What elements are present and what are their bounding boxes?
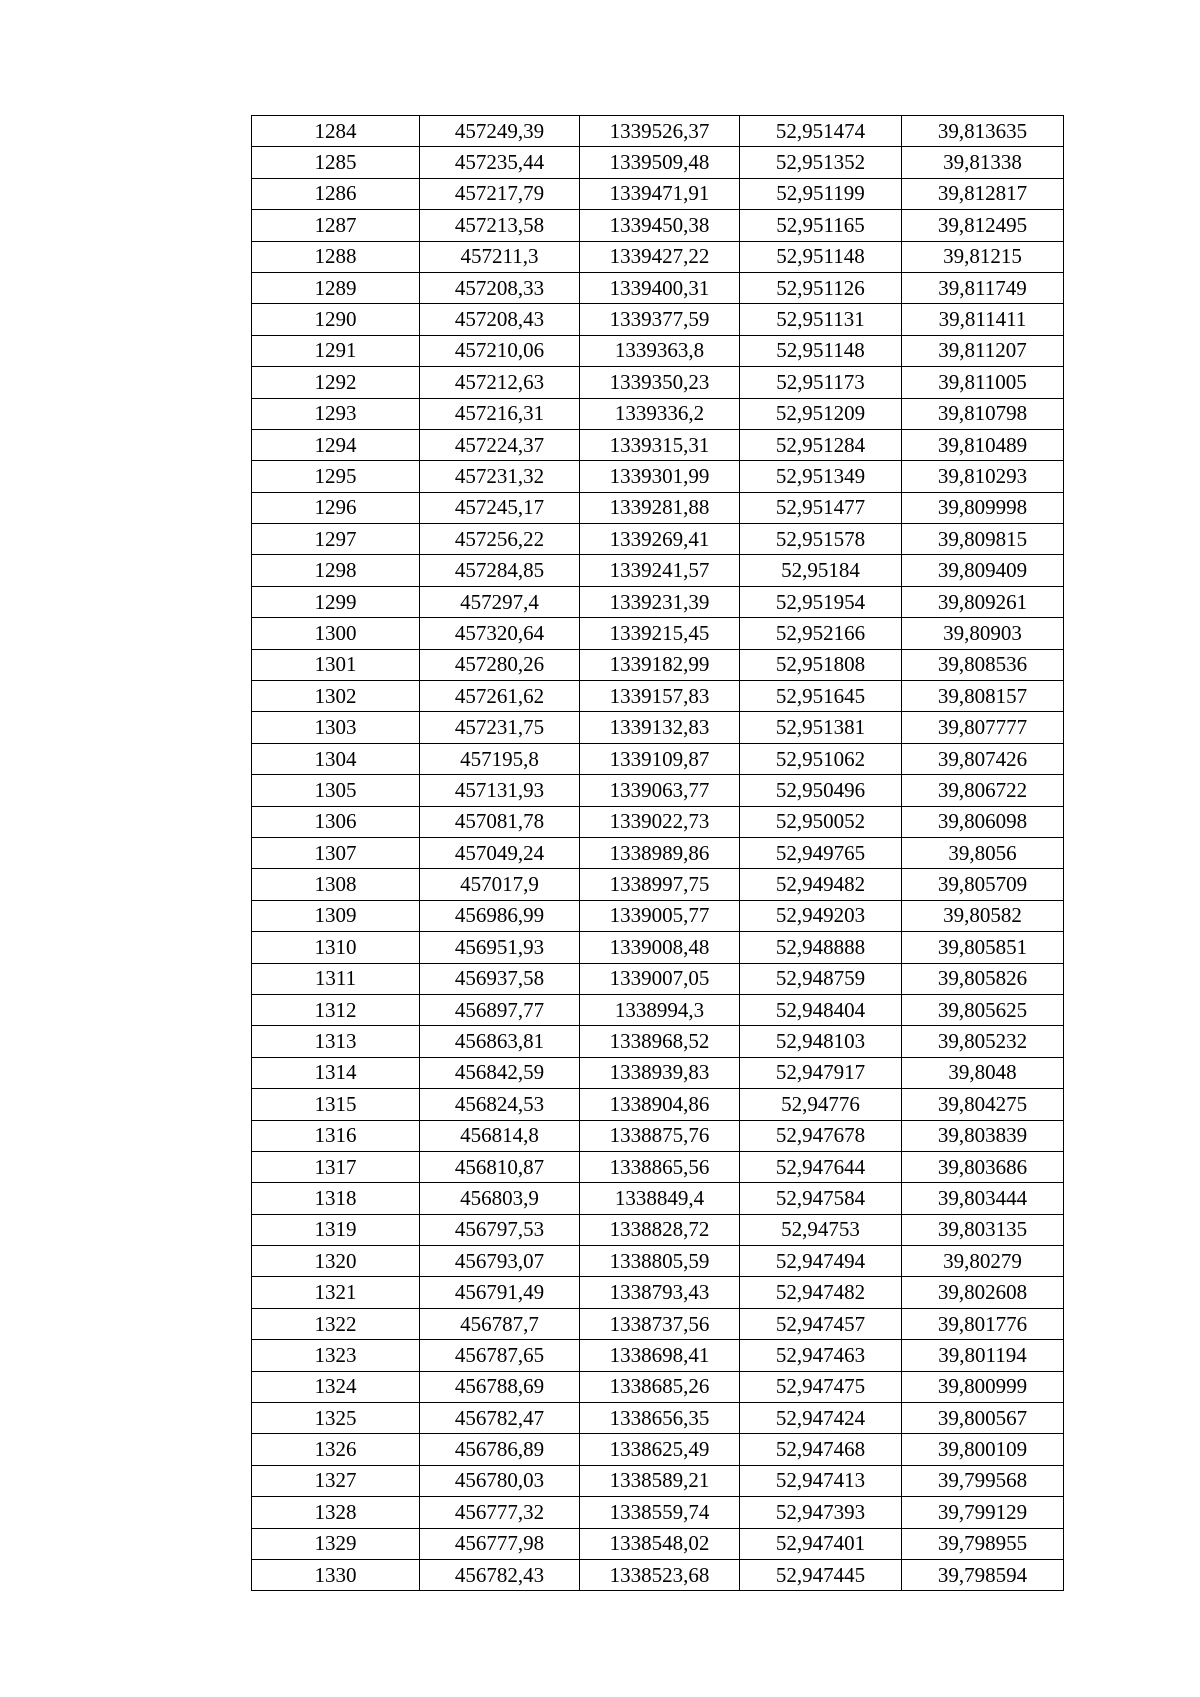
point-number-cell: 1297 — [252, 524, 420, 555]
y-coordinate-cell: 1338875,76 — [580, 1120, 740, 1151]
longitude-cell: 39,807426 — [902, 743, 1064, 774]
x-coordinate-cell: 456782,43 — [420, 1559, 580, 1590]
point-number-cell: 1298 — [252, 555, 420, 586]
x-coordinate-cell: 456787,65 — [420, 1340, 580, 1371]
table-row — [252, 775, 1064, 806]
latitude-cell: 52,951199 — [740, 178, 902, 209]
point-number-cell: 1299 — [252, 586, 420, 617]
longitude-cell: 39,805826 — [902, 963, 1064, 994]
longitude-cell: 39,800567 — [902, 1403, 1064, 1434]
y-coordinate-cell: 1339281,88 — [580, 492, 740, 523]
y-coordinate-cell: 1339008,48 — [580, 932, 740, 963]
table-row — [252, 1089, 1064, 1120]
longitude-cell: 39,808536 — [902, 649, 1064, 680]
point-number-cell: 1314 — [252, 1057, 420, 1088]
x-coordinate-cell: 456793,07 — [420, 1246, 580, 1277]
latitude-cell: 52,947401 — [740, 1528, 902, 1559]
point-number-cell: 1285 — [252, 147, 420, 178]
x-coordinate-cell: 457212,63 — [420, 367, 580, 398]
table-row — [252, 241, 1064, 272]
table-row — [252, 837, 1064, 868]
latitude-cell: 52,951954 — [740, 586, 902, 617]
x-coordinate-cell: 457261,62 — [420, 681, 580, 712]
latitude-cell: 52,947457 — [740, 1308, 902, 1339]
y-coordinate-cell: 1339315,31 — [580, 429, 740, 460]
x-coordinate-cell: 457280,26 — [420, 649, 580, 680]
coordinates-table — [251, 115, 1064, 1591]
table-row — [252, 524, 1064, 555]
x-coordinate-cell: 456863,81 — [420, 1026, 580, 1057]
table-row — [252, 147, 1064, 178]
point-number-cell: 1308 — [252, 869, 420, 900]
y-coordinate-cell: 1338904,86 — [580, 1089, 740, 1120]
longitude-cell: 39,813635 — [902, 116, 1064, 147]
table-row — [252, 869, 1064, 900]
point-number-cell: 1290 — [252, 304, 420, 335]
point-number-cell: 1324 — [252, 1371, 420, 1402]
table-row — [252, 304, 1064, 335]
point-number-cell: 1327 — [252, 1465, 420, 1496]
latitude-cell: 52,950496 — [740, 775, 902, 806]
point-number-cell: 1305 — [252, 775, 420, 806]
table-row — [252, 1120, 1064, 1151]
longitude-cell: 39,801776 — [902, 1308, 1064, 1339]
x-coordinate-cell: 456897,77 — [420, 994, 580, 1025]
table-row — [252, 555, 1064, 586]
y-coordinate-cell: 1338559,74 — [580, 1497, 740, 1528]
y-coordinate-cell: 1339231,39 — [580, 586, 740, 617]
longitude-cell: 39,81215 — [902, 241, 1064, 272]
x-coordinate-cell: 457216,31 — [420, 398, 580, 429]
point-number-cell: 1302 — [252, 681, 420, 712]
longitude-cell: 39,803686 — [902, 1151, 1064, 1182]
latitude-cell: 52,947413 — [740, 1465, 902, 1496]
latitude-cell: 52,949203 — [740, 900, 902, 931]
longitude-cell: 39,806098 — [902, 806, 1064, 837]
x-coordinate-cell: 457049,24 — [420, 837, 580, 868]
y-coordinate-cell: 1339350,23 — [580, 367, 740, 398]
table-row — [252, 712, 1064, 743]
longitude-cell: 39,811411 — [902, 304, 1064, 335]
longitude-cell: 39,8048 — [902, 1057, 1064, 1088]
y-coordinate-cell: 1338523,68 — [580, 1559, 740, 1590]
table-row — [252, 1183, 1064, 1214]
point-number-cell: 1289 — [252, 272, 420, 303]
x-coordinate-cell: 457320,64 — [420, 618, 580, 649]
y-coordinate-cell: 1338997,75 — [580, 869, 740, 900]
y-coordinate-cell: 1338805,59 — [580, 1246, 740, 1277]
latitude-cell: 52,951209 — [740, 398, 902, 429]
x-coordinate-cell: 457256,22 — [420, 524, 580, 555]
point-number-cell: 1294 — [252, 429, 420, 460]
point-number-cell: 1307 — [252, 837, 420, 868]
longitude-cell: 39,80582 — [902, 900, 1064, 931]
y-coordinate-cell: 1339269,41 — [580, 524, 740, 555]
latitude-cell: 52,947393 — [740, 1497, 902, 1528]
table-row — [252, 994, 1064, 1025]
table-row — [252, 1528, 1064, 1559]
table-row — [252, 210, 1064, 241]
longitude-cell: 39,798955 — [902, 1528, 1064, 1559]
point-number-cell: 1313 — [252, 1026, 420, 1057]
longitude-cell: 39,811207 — [902, 335, 1064, 366]
x-coordinate-cell: 457211,3 — [420, 241, 580, 272]
table-row — [252, 367, 1064, 398]
y-coordinate-cell: 1339063,77 — [580, 775, 740, 806]
point-number-cell: 1326 — [252, 1434, 420, 1465]
latitude-cell: 52,951352 — [740, 147, 902, 178]
latitude-cell: 52,947494 — [740, 1246, 902, 1277]
point-number-cell: 1321 — [252, 1277, 420, 1308]
x-coordinate-cell: 457081,78 — [420, 806, 580, 837]
y-coordinate-cell: 1339007,05 — [580, 963, 740, 994]
y-coordinate-cell: 1339132,83 — [580, 712, 740, 743]
y-coordinate-cell: 1339377,59 — [580, 304, 740, 335]
longitude-cell: 39,80279 — [902, 1246, 1064, 1277]
longitude-cell: 39,8056 — [902, 837, 1064, 868]
table-row — [252, 398, 1064, 429]
latitude-cell: 52,951381 — [740, 712, 902, 743]
x-coordinate-cell: 456810,87 — [420, 1151, 580, 1182]
table-row — [252, 429, 1064, 460]
x-coordinate-cell: 456777,98 — [420, 1528, 580, 1559]
table-row — [252, 335, 1064, 366]
latitude-cell: 52,947445 — [740, 1559, 902, 1590]
x-coordinate-cell: 457231,75 — [420, 712, 580, 743]
longitude-cell: 39,812817 — [902, 178, 1064, 209]
latitude-cell: 52,951062 — [740, 743, 902, 774]
x-coordinate-cell: 456937,58 — [420, 963, 580, 994]
x-coordinate-cell: 457224,37 — [420, 429, 580, 460]
latitude-cell: 52,947463 — [740, 1340, 902, 1371]
longitude-cell: 39,803839 — [902, 1120, 1064, 1151]
y-coordinate-cell: 1338656,35 — [580, 1403, 740, 1434]
point-number-cell: 1315 — [252, 1089, 420, 1120]
point-number-cell: 1286 — [252, 178, 420, 209]
y-coordinate-cell: 1338548,02 — [580, 1528, 740, 1559]
longitude-cell: 39,807777 — [902, 712, 1064, 743]
point-number-cell: 1306 — [252, 806, 420, 837]
table-row — [252, 1057, 1064, 1088]
longitude-cell: 39,811005 — [902, 367, 1064, 398]
point-number-cell: 1320 — [252, 1246, 420, 1277]
latitude-cell: 52,94753 — [740, 1214, 902, 1245]
table-row — [252, 1026, 1064, 1057]
longitude-cell: 39,810293 — [902, 461, 1064, 492]
x-coordinate-cell: 457017,9 — [420, 869, 580, 900]
x-coordinate-cell: 457210,06 — [420, 335, 580, 366]
latitude-cell: 52,951148 — [740, 241, 902, 272]
table-row — [252, 1497, 1064, 1528]
table-row — [252, 1151, 1064, 1182]
longitude-cell: 39,810489 — [902, 429, 1064, 460]
table-row — [252, 1277, 1064, 1308]
longitude-cell: 39,805625 — [902, 994, 1064, 1025]
x-coordinate-cell: 456787,7 — [420, 1308, 580, 1339]
x-coordinate-cell: 456777,32 — [420, 1497, 580, 1528]
latitude-cell: 52,948404 — [740, 994, 902, 1025]
longitude-cell: 39,809409 — [902, 555, 1064, 586]
point-number-cell: 1312 — [252, 994, 420, 1025]
point-number-cell: 1303 — [252, 712, 420, 743]
table-row — [252, 649, 1064, 680]
y-coordinate-cell: 1338989,86 — [580, 837, 740, 868]
longitude-cell: 39,800999 — [902, 1371, 1064, 1402]
longitude-cell: 39,799129 — [902, 1497, 1064, 1528]
coordinates-table-body — [252, 116, 1064, 1591]
latitude-cell: 52,948888 — [740, 932, 902, 963]
latitude-cell: 52,951477 — [740, 492, 902, 523]
x-coordinate-cell: 456786,89 — [420, 1434, 580, 1465]
y-coordinate-cell: 1339022,73 — [580, 806, 740, 837]
x-coordinate-cell: 456791,49 — [420, 1277, 580, 1308]
y-coordinate-cell: 1339471,91 — [580, 178, 740, 209]
x-coordinate-cell: 457208,43 — [420, 304, 580, 335]
y-coordinate-cell: 1339400,31 — [580, 272, 740, 303]
y-coordinate-cell: 1339363,8 — [580, 335, 740, 366]
latitude-cell: 52,947678 — [740, 1120, 902, 1151]
table-row — [252, 1340, 1064, 1371]
longitude-cell: 39,81338 — [902, 147, 1064, 178]
x-coordinate-cell: 457231,32 — [420, 461, 580, 492]
y-coordinate-cell: 1339526,37 — [580, 116, 740, 147]
y-coordinate-cell: 1338737,56 — [580, 1308, 740, 1339]
point-number-cell: 1310 — [252, 932, 420, 963]
point-number-cell: 1322 — [252, 1308, 420, 1339]
point-number-cell: 1318 — [252, 1183, 420, 1214]
y-coordinate-cell: 1338793,43 — [580, 1277, 740, 1308]
longitude-cell: 39,804275 — [902, 1089, 1064, 1120]
point-number-cell: 1328 — [252, 1497, 420, 1528]
latitude-cell: 52,951284 — [740, 429, 902, 460]
latitude-cell: 52,951165 — [740, 210, 902, 241]
table-row — [252, 932, 1064, 963]
x-coordinate-cell: 456788,69 — [420, 1371, 580, 1402]
x-coordinate-cell: 456814,8 — [420, 1120, 580, 1151]
latitude-cell: 52,951578 — [740, 524, 902, 555]
latitude-cell: 52,951131 — [740, 304, 902, 335]
x-coordinate-cell: 456824,53 — [420, 1089, 580, 1120]
point-number-cell: 1316 — [252, 1120, 420, 1151]
x-coordinate-cell: 457208,33 — [420, 272, 580, 303]
point-number-cell: 1304 — [252, 743, 420, 774]
point-number-cell: 1309 — [252, 900, 420, 931]
point-number-cell: 1319 — [252, 1214, 420, 1245]
y-coordinate-cell: 1339157,83 — [580, 681, 740, 712]
x-coordinate-cell: 457195,8 — [420, 743, 580, 774]
x-coordinate-cell: 457297,4 — [420, 586, 580, 617]
latitude-cell: 52,947917 — [740, 1057, 902, 1088]
longitude-cell: 39,810798 — [902, 398, 1064, 429]
point-number-cell: 1311 — [252, 963, 420, 994]
longitude-cell: 39,809815 — [902, 524, 1064, 555]
point-number-cell: 1284 — [252, 116, 420, 147]
latitude-cell: 52,951148 — [740, 335, 902, 366]
latitude-cell: 52,947482 — [740, 1277, 902, 1308]
longitude-cell: 39,798594 — [902, 1559, 1064, 1590]
y-coordinate-cell: 1339241,57 — [580, 555, 740, 586]
x-coordinate-cell: 457213,58 — [420, 210, 580, 241]
latitude-cell: 52,951645 — [740, 681, 902, 712]
x-coordinate-cell: 457235,44 — [420, 147, 580, 178]
table-row — [252, 116, 1064, 147]
longitude-cell: 39,805851 — [902, 932, 1064, 963]
longitude-cell: 39,801194 — [902, 1340, 1064, 1371]
x-coordinate-cell: 457245,17 — [420, 492, 580, 523]
y-coordinate-cell: 1338865,56 — [580, 1151, 740, 1182]
x-coordinate-cell: 457284,85 — [420, 555, 580, 586]
latitude-cell: 52,951474 — [740, 116, 902, 147]
point-number-cell: 1317 — [252, 1151, 420, 1182]
x-coordinate-cell: 456782,47 — [420, 1403, 580, 1434]
point-number-cell: 1296 — [252, 492, 420, 523]
x-coordinate-cell: 457131,93 — [420, 775, 580, 806]
longitude-cell: 39,803444 — [902, 1183, 1064, 1214]
latitude-cell: 52,947475 — [740, 1371, 902, 1402]
latitude-cell: 52,949765 — [740, 837, 902, 868]
table-row — [252, 806, 1064, 837]
latitude-cell: 52,947644 — [740, 1151, 902, 1182]
longitude-cell: 39,808157 — [902, 681, 1064, 712]
longitude-cell: 39,809261 — [902, 586, 1064, 617]
y-coordinate-cell: 1338625,49 — [580, 1434, 740, 1465]
y-coordinate-cell: 1339427,22 — [580, 241, 740, 272]
latitude-cell: 52,947424 — [740, 1403, 902, 1434]
point-number-cell: 1300 — [252, 618, 420, 649]
table-row — [252, 1465, 1064, 1496]
y-coordinate-cell: 1338939,83 — [580, 1057, 740, 1088]
latitude-cell: 52,95184 — [740, 555, 902, 586]
x-coordinate-cell: 456842,59 — [420, 1057, 580, 1088]
table-row — [252, 1434, 1064, 1465]
point-number-cell: 1293 — [252, 398, 420, 429]
table-row — [252, 1214, 1064, 1245]
longitude-cell: 39,803135 — [902, 1214, 1064, 1245]
table-row — [252, 178, 1064, 209]
y-coordinate-cell: 1339509,48 — [580, 147, 740, 178]
y-coordinate-cell: 1338589,21 — [580, 1465, 740, 1496]
table-row — [252, 1403, 1064, 1434]
latitude-cell: 52,94776 — [740, 1089, 902, 1120]
point-number-cell: 1291 — [252, 335, 420, 366]
x-coordinate-cell: 456797,53 — [420, 1214, 580, 1245]
y-coordinate-cell: 1338828,72 — [580, 1214, 740, 1245]
longitude-cell: 39,799568 — [902, 1465, 1064, 1496]
x-coordinate-cell: 456986,99 — [420, 900, 580, 931]
y-coordinate-cell: 1339182,99 — [580, 649, 740, 680]
longitude-cell: 39,800109 — [902, 1434, 1064, 1465]
point-number-cell: 1330 — [252, 1559, 420, 1590]
x-coordinate-cell: 456803,9 — [420, 1183, 580, 1214]
point-number-cell: 1287 — [252, 210, 420, 241]
table-row — [252, 461, 1064, 492]
latitude-cell: 52,952166 — [740, 618, 902, 649]
point-number-cell: 1329 — [252, 1528, 420, 1559]
table-row — [252, 963, 1064, 994]
x-coordinate-cell: 457249,39 — [420, 116, 580, 147]
point-number-cell: 1323 — [252, 1340, 420, 1371]
longitude-cell: 39,80903 — [902, 618, 1064, 649]
table-row — [252, 1371, 1064, 1402]
latitude-cell: 52,950052 — [740, 806, 902, 837]
y-coordinate-cell: 1339215,45 — [580, 618, 740, 649]
point-number-cell: 1325 — [252, 1403, 420, 1434]
latitude-cell: 52,951126 — [740, 272, 902, 303]
y-coordinate-cell: 1339336,2 — [580, 398, 740, 429]
longitude-cell: 39,811749 — [902, 272, 1064, 303]
longitude-cell: 39,802608 — [902, 1277, 1064, 1308]
point-number-cell: 1301 — [252, 649, 420, 680]
table-row — [252, 1246, 1064, 1277]
table-row — [252, 900, 1064, 931]
y-coordinate-cell: 1338968,52 — [580, 1026, 740, 1057]
latitude-cell: 52,951349 — [740, 461, 902, 492]
y-coordinate-cell: 1339109,87 — [580, 743, 740, 774]
latitude-cell: 52,951173 — [740, 367, 902, 398]
y-coordinate-cell: 1339450,38 — [580, 210, 740, 241]
x-coordinate-cell: 456780,03 — [420, 1465, 580, 1496]
table-row — [252, 586, 1064, 617]
longitude-cell: 39,805232 — [902, 1026, 1064, 1057]
latitude-cell: 52,949482 — [740, 869, 902, 900]
table-row — [252, 743, 1064, 774]
y-coordinate-cell: 1338685,26 — [580, 1371, 740, 1402]
table-row — [252, 272, 1064, 303]
latitude-cell: 52,947468 — [740, 1434, 902, 1465]
table-row — [252, 618, 1064, 649]
table-row — [252, 492, 1064, 523]
table-row — [252, 1308, 1064, 1339]
longitude-cell: 39,806722 — [902, 775, 1064, 806]
latitude-cell: 52,951808 — [740, 649, 902, 680]
y-coordinate-cell: 1339301,99 — [580, 461, 740, 492]
point-number-cell: 1288 — [252, 241, 420, 272]
longitude-cell: 39,805709 — [902, 869, 1064, 900]
y-coordinate-cell: 1338994,3 — [580, 994, 740, 1025]
point-number-cell: 1292 — [252, 367, 420, 398]
point-number-cell: 1295 — [252, 461, 420, 492]
table-row — [252, 1559, 1064, 1590]
latitude-cell: 52,948759 — [740, 963, 902, 994]
x-coordinate-cell: 457217,79 — [420, 178, 580, 209]
y-coordinate-cell: 1338698,41 — [580, 1340, 740, 1371]
latitude-cell: 52,948103 — [740, 1026, 902, 1057]
y-coordinate-cell: 1339005,77 — [580, 900, 740, 931]
latitude-cell: 52,947584 — [740, 1183, 902, 1214]
y-coordinate-cell: 1338849,4 — [580, 1183, 740, 1214]
x-coordinate-cell: 456951,93 — [420, 932, 580, 963]
table-row — [252, 681, 1064, 712]
longitude-cell: 39,812495 — [902, 210, 1064, 241]
longitude-cell: 39,809998 — [902, 492, 1064, 523]
